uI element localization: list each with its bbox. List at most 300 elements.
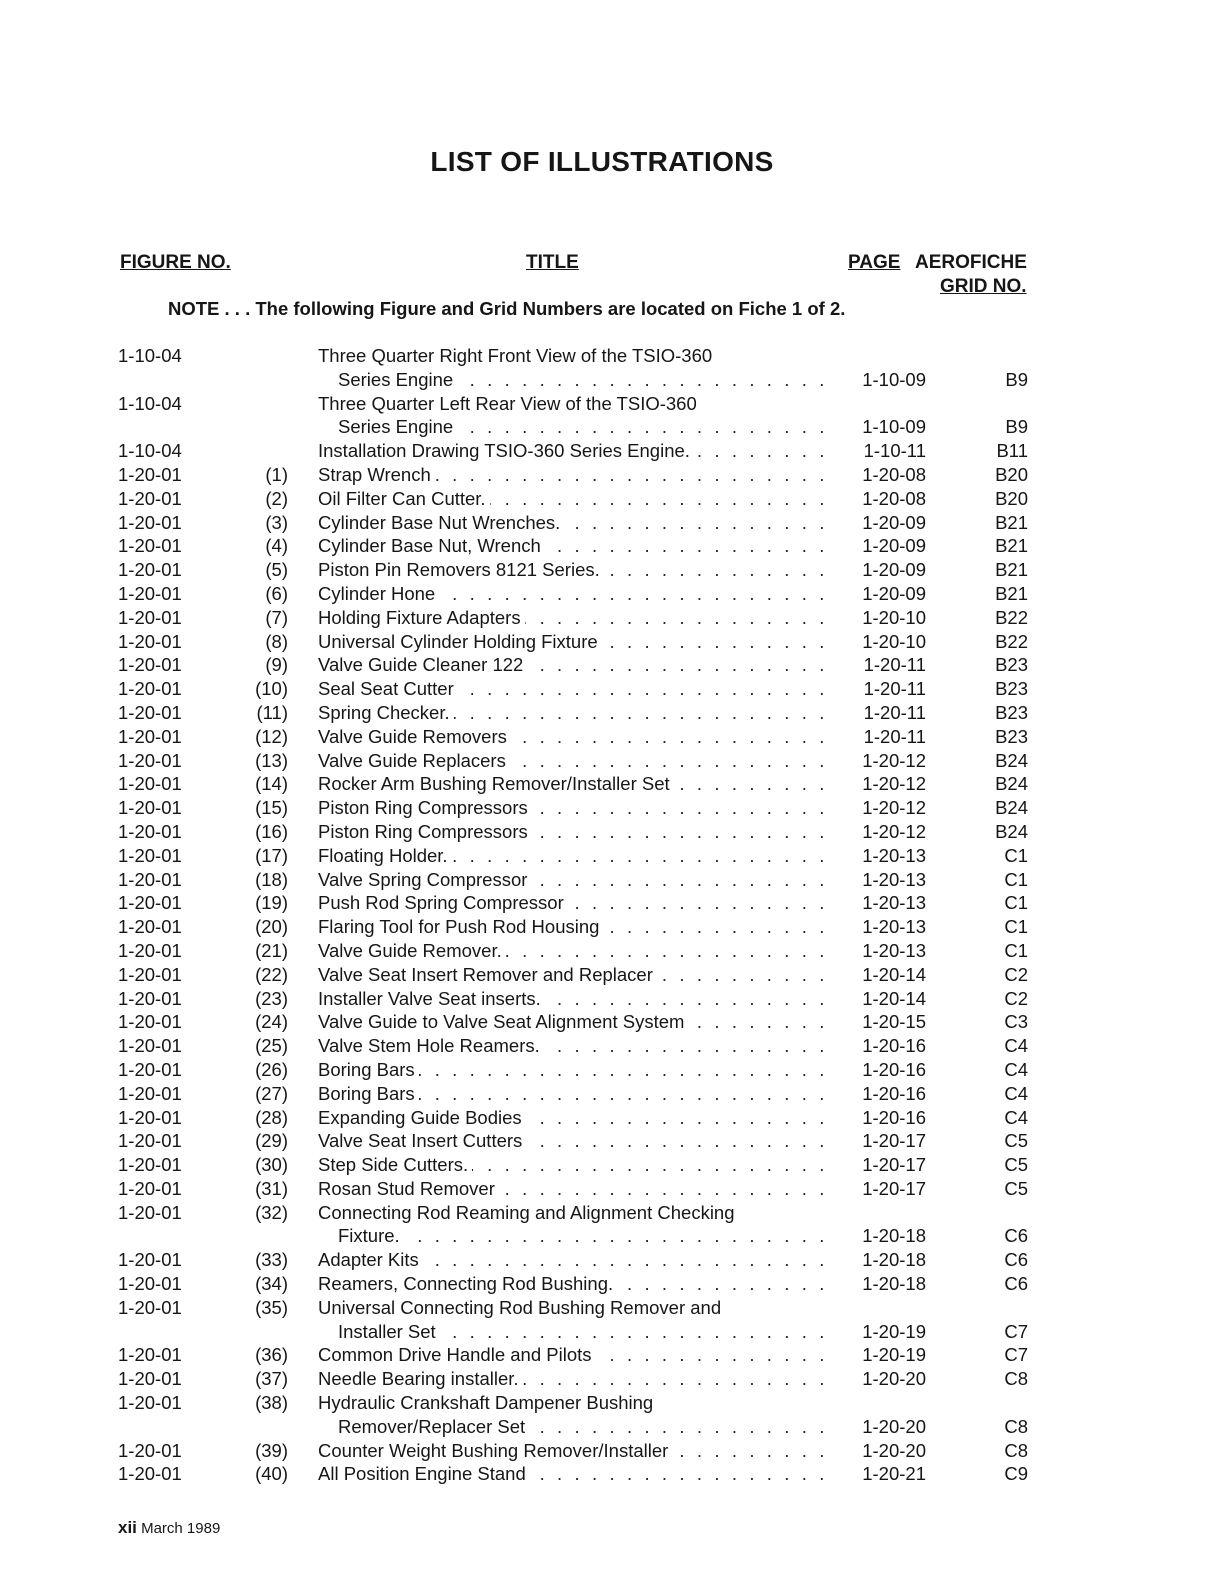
- page-ref: 1-20-14: [862, 963, 926, 985]
- item-title: Oil Filter Can Cutter.: [318, 488, 490, 509]
- dot-leader: [318, 844, 828, 868]
- figure-number: 1-20-01: [118, 749, 182, 771]
- figure-number: 1-20-01: [118, 654, 182, 676]
- item-number: (13): [255, 749, 288, 771]
- page-ref: 1-20-15: [862, 1011, 926, 1033]
- list-item: [0, 1439, 1224, 1463]
- item-title: Boring Bars: [318, 1083, 419, 1104]
- dot-leader: [338, 1415, 828, 1439]
- grid-ref: B21: [995, 511, 1028, 533]
- item-title: Installation Drawing TSIO-360 Series Engine.: [318, 440, 694, 461]
- item-title: Three Quarter Left Rear View of the TSIO-360: [318, 392, 697, 414]
- grid-ref: C1: [1004, 868, 1028, 890]
- figure-number: 1-20-01: [118, 559, 182, 581]
- figure-number: 1-20-01: [118, 1106, 182, 1128]
- item-number: (4): [265, 535, 288, 557]
- grid-ref: B23: [995, 654, 1028, 676]
- item-number: (10): [255, 678, 288, 700]
- item-title: Installer Set: [338, 1321, 440, 1342]
- item-number: (25): [255, 1035, 288, 1057]
- dot-leader: [318, 534, 828, 558]
- dot-leader: [318, 511, 828, 535]
- grid-ref: C1: [1004, 916, 1028, 938]
- item-number: (24): [255, 1011, 288, 1033]
- header-aerofiche: AEROFICHE: [915, 252, 1027, 273]
- item-title: Common Drive Handle and Pilots: [318, 1344, 596, 1365]
- page-ref: 1-20-10: [862, 606, 926, 628]
- item-number: (39): [255, 1439, 288, 1461]
- list-item: [0, 1367, 1224, 1391]
- grid-ref: B24: [995, 797, 1028, 819]
- page-ref: 1-20-17: [862, 1177, 926, 1199]
- item-title: Cylinder Hone: [318, 583, 439, 604]
- figure-number: 1-20-01: [118, 678, 182, 700]
- dot-leader: [338, 1224, 828, 1248]
- item-number: (34): [255, 1273, 288, 1295]
- item-number: (30): [255, 1154, 288, 1176]
- grid-ref: B23: [995, 701, 1028, 723]
- figure-number: 1-20-01: [118, 463, 182, 485]
- list-item: [0, 463, 1224, 487]
- page-ref: 1-20-11: [863, 701, 926, 723]
- item-title: Piston Ring Compressors: [318, 797, 532, 818]
- item-number: (3): [265, 511, 288, 533]
- figure-number: 1-20-01: [118, 1154, 182, 1176]
- figure-number: 1-20-01: [118, 844, 182, 866]
- figure-number: 1-20-01: [118, 511, 182, 533]
- item-number: (28): [255, 1106, 288, 1128]
- list-item: [0, 820, 1224, 844]
- item-title: Valve Spring Compressor: [318, 869, 531, 890]
- page-ref: 1-20-20: [862, 1415, 926, 1437]
- page-ref: 1-20-16: [862, 1082, 926, 1104]
- grid-ref: B24: [995, 749, 1028, 771]
- item-title: Rosan Stud Remover: [318, 1178, 499, 1199]
- grid-ref: C4: [1004, 1082, 1028, 1104]
- page-ref: 1-20-09: [862, 582, 926, 604]
- item-title: Series Engine: [338, 416, 457, 437]
- figure-number: 1-20-01: [118, 797, 182, 819]
- list-item-continuation: [0, 1224, 1224, 1248]
- figure-number: 1-20-01: [118, 1273, 182, 1295]
- item-number: (1): [265, 463, 288, 485]
- dot-leader: [318, 558, 828, 582]
- page-ref: 1-20-09: [862, 559, 926, 581]
- figure-number: 1-20-01: [118, 606, 182, 628]
- dot-leader: [318, 1272, 828, 1296]
- figure-number: 1-20-01: [118, 773, 182, 795]
- page-ref: 1-20-21: [862, 1463, 926, 1485]
- grid-ref: C1: [1004, 844, 1028, 866]
- item-number: (17): [255, 844, 288, 866]
- grid-ref: C5: [1004, 1154, 1028, 1176]
- item-title: Cylinder Base Nut, Wrench: [318, 535, 545, 556]
- page-ref: 1-10-09: [862, 416, 926, 438]
- item-number: (18): [255, 868, 288, 890]
- dot-leader: [318, 1462, 828, 1486]
- list-item: [0, 1129, 1224, 1153]
- list-item: [0, 1391, 1224, 1415]
- page-title: LIST OF ILLUSTRATIONS: [430, 146, 774, 177]
- page-ref: 1-20-12: [862, 773, 926, 795]
- figure-number: 1-20-01: [118, 701, 182, 723]
- grid-ref: C8: [1004, 1368, 1028, 1390]
- grid-ref: C1: [1004, 892, 1028, 914]
- figure-number: 1-20-01: [118, 1011, 182, 1033]
- page-ref: 1-20-20: [862, 1368, 926, 1390]
- illustrations-list: [0, 344, 1224, 1486]
- page-ref: 1-20-16: [862, 1106, 926, 1128]
- page-ref: 1-20-12: [862, 820, 926, 842]
- figure-number: 1-20-01: [118, 1035, 182, 1057]
- dot-leader: [318, 582, 828, 606]
- list-item: [0, 534, 1224, 558]
- item-title: Valve Guide Removers: [318, 726, 511, 747]
- item-title: Installer Valve Seat inserts.: [318, 988, 545, 1009]
- dot-leader: [318, 1010, 828, 1034]
- page-ref: 1-20-13: [862, 844, 926, 866]
- dot-leader: [318, 772, 828, 796]
- dot-leader: [338, 368, 828, 392]
- dot-leader: [318, 725, 828, 749]
- grid-ref: B22: [995, 630, 1028, 652]
- grid-ref: B21: [995, 535, 1028, 557]
- page-ref: 1-10-11: [863, 440, 926, 462]
- dot-leader: [318, 1082, 828, 1106]
- page-ref: 1-20-09: [862, 511, 926, 533]
- page-ref: 1-20-18: [862, 1249, 926, 1271]
- list-item: [0, 772, 1224, 796]
- dot-leader: [318, 463, 828, 487]
- figure-number: 1-20-01: [118, 1463, 182, 1485]
- figure-number: 1-10-04: [118, 440, 182, 462]
- dot-leader: [318, 1177, 828, 1201]
- dot-leader: [318, 749, 828, 773]
- dot-leader: [318, 1153, 828, 1177]
- item-title: All Position Engine Stand: [318, 1463, 530, 1484]
- item-title: Valve Guide Cleaner 122: [318, 654, 527, 675]
- dot-leader: [338, 1320, 828, 1344]
- item-title: Push Rod Spring Compressor: [318, 892, 568, 913]
- dot-leader: [318, 677, 828, 701]
- item-title: Rocker Arm Bushing Remover/Installer Set: [318, 773, 674, 794]
- item-number: (5): [265, 559, 288, 581]
- list-item-continuation: [0, 1415, 1224, 1439]
- item-number: (32): [255, 1201, 288, 1223]
- list-item: [0, 987, 1224, 1011]
- dot-leader: [318, 487, 828, 511]
- page-ref: 1-20-12: [862, 749, 926, 771]
- page-ref: 1-20-18: [862, 1225, 926, 1247]
- grid-ref: C3: [1004, 1011, 1028, 1033]
- item-number: (21): [255, 939, 288, 961]
- item-number: (23): [255, 987, 288, 1009]
- page-ref: 1-20-13: [862, 916, 926, 938]
- figure-number: 1-20-01: [118, 868, 182, 890]
- list-item: [0, 653, 1224, 677]
- figure-number: 1-20-01: [118, 1177, 182, 1199]
- list-item: [0, 796, 1224, 820]
- grid-ref: B22: [995, 606, 1028, 628]
- item-title: Strap Wrench: [318, 464, 435, 485]
- item-title: Needle Bearing installer.: [318, 1368, 523, 1389]
- page-ref: 1-20-19: [862, 1344, 926, 1366]
- list-item: [0, 606, 1224, 630]
- figure-number: 1-20-01: [118, 1130, 182, 1152]
- list-item: [0, 558, 1224, 582]
- dot-leader: [318, 963, 828, 987]
- dot-leader: [318, 796, 828, 820]
- list-item: [0, 1296, 1224, 1320]
- grid-ref: C8: [1004, 1439, 1028, 1461]
- header-grid-no: GRID NO.: [940, 276, 1027, 297]
- dot-leader: [318, 1439, 828, 1463]
- list-item: [0, 1106, 1224, 1130]
- list-item: [0, 1272, 1224, 1296]
- page-ref: 1-20-09: [862, 535, 926, 557]
- grid-ref: C5: [1004, 1177, 1028, 1199]
- figure-number: 1-20-01: [118, 916, 182, 938]
- list-item: [0, 1034, 1224, 1058]
- grid-ref: B21: [995, 582, 1028, 604]
- item-title: Valve Guide Remover.: [318, 940, 506, 961]
- item-number: (29): [255, 1130, 288, 1152]
- item-number: (33): [255, 1249, 288, 1271]
- page-ref: 1-20-10: [862, 630, 926, 652]
- item-title: Counter Weight Bushing Remover/Installer: [318, 1440, 672, 1461]
- header-figure-no: FIGURE NO.: [120, 252, 231, 273]
- item-title: Valve Seat Insert Remover and Replacer: [318, 964, 657, 985]
- figure-number: 1-20-01: [118, 630, 182, 652]
- list-item: [0, 891, 1224, 915]
- page-ref: 1-10-09: [862, 368, 926, 390]
- grid-ref: C7: [1004, 1320, 1028, 1342]
- dot-leader: [318, 891, 828, 915]
- page-ref: 1-20-19: [862, 1320, 926, 1342]
- page-ref: 1-20-11: [863, 654, 926, 676]
- dot-leader: [318, 1343, 828, 1367]
- list-item: [0, 1058, 1224, 1082]
- figure-number: 1-20-01: [118, 1296, 182, 1318]
- item-number: (40): [255, 1463, 288, 1485]
- dot-leader: [318, 1058, 828, 1082]
- page-footer: [118, 1518, 220, 1538]
- item-number: (9): [265, 654, 288, 676]
- item-title: Reamers, Connecting Rod Bushing.: [318, 1273, 617, 1294]
- figure-number: 1-20-01: [118, 487, 182, 509]
- item-number: (38): [255, 1392, 288, 1414]
- item-title: Valve Guide to Valve Seat Alignment System: [318, 1011, 688, 1032]
- figure-number: 1-20-01: [118, 725, 182, 747]
- item-title: Valve Guide Replacers: [318, 750, 510, 771]
- grid-ref: C4: [1004, 1058, 1028, 1080]
- page-ref: 1-20-12: [862, 797, 926, 819]
- item-title: Remover/Replacer Set: [338, 1416, 529, 1437]
- item-title: Step Side Cutters.: [318, 1154, 472, 1175]
- list-item: [0, 915, 1224, 939]
- list-item: [0, 487, 1224, 511]
- grid-ref: B9: [1005, 416, 1028, 438]
- dot-leader: [338, 415, 828, 439]
- page-ref: 1-20-08: [862, 463, 926, 485]
- figure-number: 1-20-01: [118, 939, 182, 961]
- figure-number: 1-20-01: [118, 892, 182, 914]
- grid-ref: C1: [1004, 939, 1028, 961]
- list-item: [0, 939, 1224, 963]
- item-title: Series Engine: [338, 369, 457, 390]
- page-ref: 1-20-11: [863, 725, 926, 747]
- item-title: Valve Seat Insert Cutters: [318, 1130, 526, 1151]
- grid-ref: C9: [1004, 1463, 1028, 1485]
- list-item: [0, 725, 1224, 749]
- dot-leader: [318, 868, 828, 892]
- fiche-note: NOTE . . . The following Figure and Grid Numbers are located on Fiche 1 of 2.: [168, 298, 846, 319]
- list-item: [0, 1177, 1224, 1201]
- grid-ref: B21: [995, 559, 1028, 581]
- item-number: (12): [255, 725, 288, 747]
- dot-leader: [318, 1367, 828, 1391]
- figure-number: 1-20-01: [118, 1058, 182, 1080]
- list-item: [0, 439, 1224, 463]
- item-title: Hydraulic Crankshaft Dampener Bushing: [318, 1392, 654, 1414]
- page-ref: 1-20-13: [862, 939, 926, 961]
- item-number: (36): [255, 1344, 288, 1366]
- dot-leader: [318, 701, 828, 725]
- item-title: Floating Holder.: [318, 845, 452, 866]
- item-title: Piston Pin Removers 8121 Series.: [318, 559, 604, 580]
- list-item: [0, 963, 1224, 987]
- figure-number: 1-20-01: [118, 535, 182, 557]
- grid-ref: C2: [1004, 963, 1028, 985]
- list-item: [0, 844, 1224, 868]
- item-number: (27): [255, 1082, 288, 1104]
- list-item: [0, 1153, 1224, 1177]
- item-number: (22): [255, 963, 288, 985]
- grid-ref: C2: [1004, 987, 1028, 1009]
- figure-number: 1-20-01: [118, 1201, 182, 1223]
- page-number: xii: [118, 1518, 137, 1537]
- page-ref: 1-20-18: [862, 1273, 926, 1295]
- page-ref: 1-20-17: [862, 1154, 926, 1176]
- figure-number: 1-20-01: [118, 820, 182, 842]
- page-ref: 1-20-16: [862, 1035, 926, 1057]
- item-number: (6): [265, 582, 288, 604]
- list-item: [0, 630, 1224, 654]
- item-number: (11): [256, 701, 288, 723]
- item-title: Expanding Guide Bodies: [318, 1107, 526, 1128]
- page-ref: 1-20-16: [862, 1058, 926, 1080]
- page-ref: 1-20-14: [862, 987, 926, 1009]
- figure-number: 1-20-01: [118, 1439, 182, 1461]
- figure-number: 1-10-04: [118, 345, 182, 366]
- page-ref: 1-20-11: [863, 678, 926, 700]
- list-item-continuation: [0, 368, 1224, 392]
- grid-ref: B20: [995, 487, 1028, 509]
- revision-date: March 1989: [141, 1520, 221, 1537]
- item-number: (7): [265, 606, 288, 628]
- list-item: [0, 344, 1224, 368]
- list-item: [0, 1248, 1224, 1272]
- item-number: (8): [265, 630, 288, 652]
- page-ref: 1-20-13: [862, 892, 926, 914]
- figure-number: 1-20-01: [118, 1392, 182, 1414]
- list-item: [0, 1201, 1224, 1225]
- item-title: Universal Cylinder Holding Fixture: [318, 631, 602, 652]
- item-title: Cylinder Base Nut Wrenches.: [318, 512, 564, 533]
- grid-ref: C5: [1004, 1130, 1028, 1152]
- item-number: (26): [255, 1058, 288, 1080]
- header-title: TITLE: [526, 252, 579, 273]
- grid-ref: C6: [1004, 1273, 1028, 1295]
- grid-ref: B9: [1005, 368, 1028, 390]
- header-page: PAGE: [848, 252, 901, 273]
- item-number: (37): [255, 1368, 288, 1390]
- dot-leader: [318, 1106, 828, 1130]
- list-item: [0, 1010, 1224, 1034]
- list-item: [0, 392, 1224, 416]
- item-number: (31): [255, 1177, 288, 1199]
- item-number: (19): [255, 892, 288, 914]
- item-number: (14): [255, 773, 288, 795]
- grid-ref: C7: [1004, 1344, 1028, 1366]
- item-title: Spring Checker.: [318, 702, 454, 723]
- figure-number: 1-20-01: [118, 582, 182, 604]
- figure-number: 1-20-01: [118, 963, 182, 985]
- grid-ref: B11: [996, 440, 1028, 462]
- item-number: (35): [255, 1296, 288, 1318]
- figure-number: 1-20-01: [118, 1344, 182, 1366]
- dot-leader: [318, 606, 828, 630]
- dot-leader: [318, 1034, 828, 1058]
- list-item-continuation: [0, 415, 1224, 439]
- grid-ref: C6: [1004, 1225, 1028, 1247]
- figure-number: 1-20-01: [118, 1368, 182, 1390]
- list-item: [0, 511, 1224, 535]
- list-item-continuation: [0, 1320, 1224, 1344]
- dot-leader: [318, 439, 828, 463]
- item-title: Valve Stem Hole Reamers.: [318, 1035, 544, 1056]
- dot-leader: [318, 1248, 828, 1272]
- list-item: [0, 1082, 1224, 1106]
- grid-ref: C4: [1004, 1035, 1028, 1057]
- figure-number: 1-10-04: [118, 392, 182, 414]
- item-number: (20): [255, 916, 288, 938]
- grid-ref: B24: [995, 773, 1028, 795]
- page-ref: 1-20-13: [862, 868, 926, 890]
- item-title: Holding Fixture Adapters: [318, 607, 525, 628]
- item-title: Universal Connecting Rod Bushing Remover and: [318, 1296, 722, 1318]
- figure-number: 1-20-01: [118, 987, 182, 1009]
- item-title: Three Quarter Right Front View of the TSIO-360: [318, 345, 713, 366]
- list-item: [0, 1343, 1224, 1367]
- dot-leader: [318, 939, 828, 963]
- list-item: [0, 582, 1224, 606]
- page-ref: 1-20-17: [862, 1130, 926, 1152]
- page-ref: 1-20-08: [862, 487, 926, 509]
- figure-number: 1-20-01: [118, 1249, 182, 1271]
- page-ref: 1-20-20: [862, 1439, 926, 1461]
- item-number: (2): [265, 487, 288, 509]
- list-item: [0, 677, 1224, 701]
- grid-ref: B23: [995, 725, 1028, 747]
- list-item: [0, 749, 1224, 773]
- list-item: [0, 701, 1224, 725]
- item-title: Seal Seat Cutter: [318, 678, 458, 699]
- item-number: (16): [255, 820, 288, 842]
- dot-leader: [318, 987, 828, 1011]
- grid-ref: B24: [995, 820, 1028, 842]
- grid-ref: B20: [995, 463, 1028, 485]
